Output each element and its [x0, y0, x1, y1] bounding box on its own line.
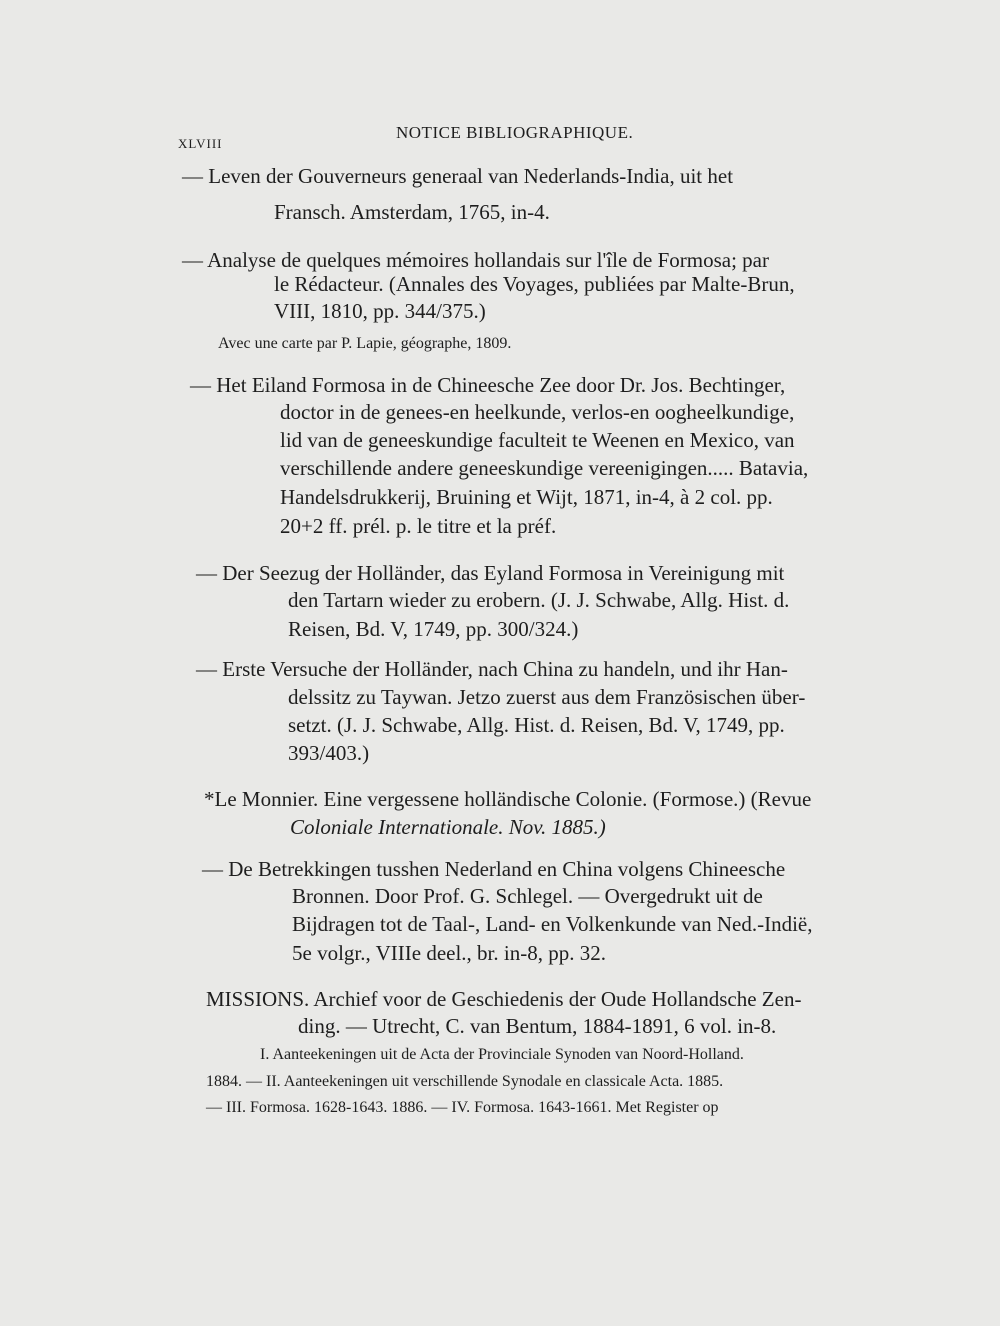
entry-line: — Analyse de quelques mémoires hollandais sur l'île de Formosa; par	[182, 248, 769, 272]
note-line: 1884. — II. Aanteekeningen uit verschillende Synodale en classicale Acta. 1885.	[206, 1073, 724, 1090]
entry-line: le Rédacteur. (Annales des Voyages, publiées par Malte-Brun,	[274, 272, 795, 296]
entry-line: Handelsdrukkerij, Bruining et Wijt, 1871, in-4, à 2 col. pp.	[280, 485, 773, 509]
note-line: I. Aanteekeningen uit de Acta der Provinciale Synoden van Noord-Holland.	[260, 1046, 744, 1063]
entry-line: lid van de geneeskundige faculteit te Weenen en Mexico, van	[280, 428, 795, 452]
entry-line: verschillende andere geneeskundige vereenigingen..... Batavia,	[280, 456, 809, 480]
entry-line: Bijdragen tot de Taal-, Land- en Volkenkunde van Ned.-Indië,	[292, 912, 813, 936]
entry-line: — Leven der Gouverneurs generaal van Nederlands-India, uit het	[182, 164, 734, 188]
entry-line: — Het Eiland Formosa in de Chineesche Zee door Dr. Jos. Bechtinger,	[190, 373, 786, 397]
entry-line: MISSIONS. Archief voor de Geschiedenis der Oude Hollandsche Zen-	[206, 987, 802, 1011]
entry-line: setzt. (J. J. Schwabe, Allg. Hist. d. Reisen, Bd. V, 1749, pp.	[288, 713, 785, 737]
entry-line: — Der Seezug der Holländer, das Eyland Formosa in Vereinigung mit	[196, 561, 785, 585]
entry-line: Fransch. Amsterdam, 1765, in-4.	[274, 200, 550, 224]
entry-line: Reisen, Bd. V, 1749, pp. 300/324.)	[288, 617, 579, 641]
entry-line: — Erste Versuche der Holländer, nach China zu handeln, und ihr Han-	[196, 657, 788, 681]
entry-line: Bronnen. Door Prof. G. Schlegel. — Overgedrukt uit de	[292, 884, 763, 908]
entry-line: VIII, 1810, pp. 344/375.)	[274, 299, 486, 323]
entry-line: 5e volgr., VIIIe deel., br. in-8, pp. 32.	[292, 941, 606, 965]
note-line: — III. Formosa. 1628-1643. 1886. — IV. Formosa. 1643-1661. Met Register op	[206, 1099, 719, 1116]
entry-line: *Le Monnier. Eine vergessene holländische Colonie. (Formose.) (Revue	[204, 787, 812, 811]
entry-line: Coloniale Internationale. Nov. 1885.)	[290, 815, 606, 839]
entry-line: 393/403.)	[288, 741, 370, 765]
entry-line: — De Betrekkingen tusshen Nederland en China volgens Chineesche	[202, 857, 786, 881]
entry-line: delssitz zu Taywan. Jetzo zuerst aus dem Französischen über-	[288, 685, 806, 709]
entry-line: 20+2 ff. prél. p. le titre et la préf.	[280, 514, 557, 538]
entry-line: doctor in de genees-en heelkunde, verlos-en oogheelkundige,	[280, 400, 795, 424]
entry-line: ding. — Utrecht, C. van Bentum, 1884-1891, 6 vol. in-8.	[298, 1014, 777, 1038]
running-title: NOTICE BIBLIOGRAPHIQUE.	[396, 123, 634, 142]
note-line: Avec une carte par P. Lapie, géographe, 1809.	[218, 335, 512, 352]
entry-line: den Tartarn wieder zu erobern. (J. J. Schwabe, Allg. Hist. d.	[288, 588, 790, 612]
page-number: XLVIII	[178, 136, 223, 151]
